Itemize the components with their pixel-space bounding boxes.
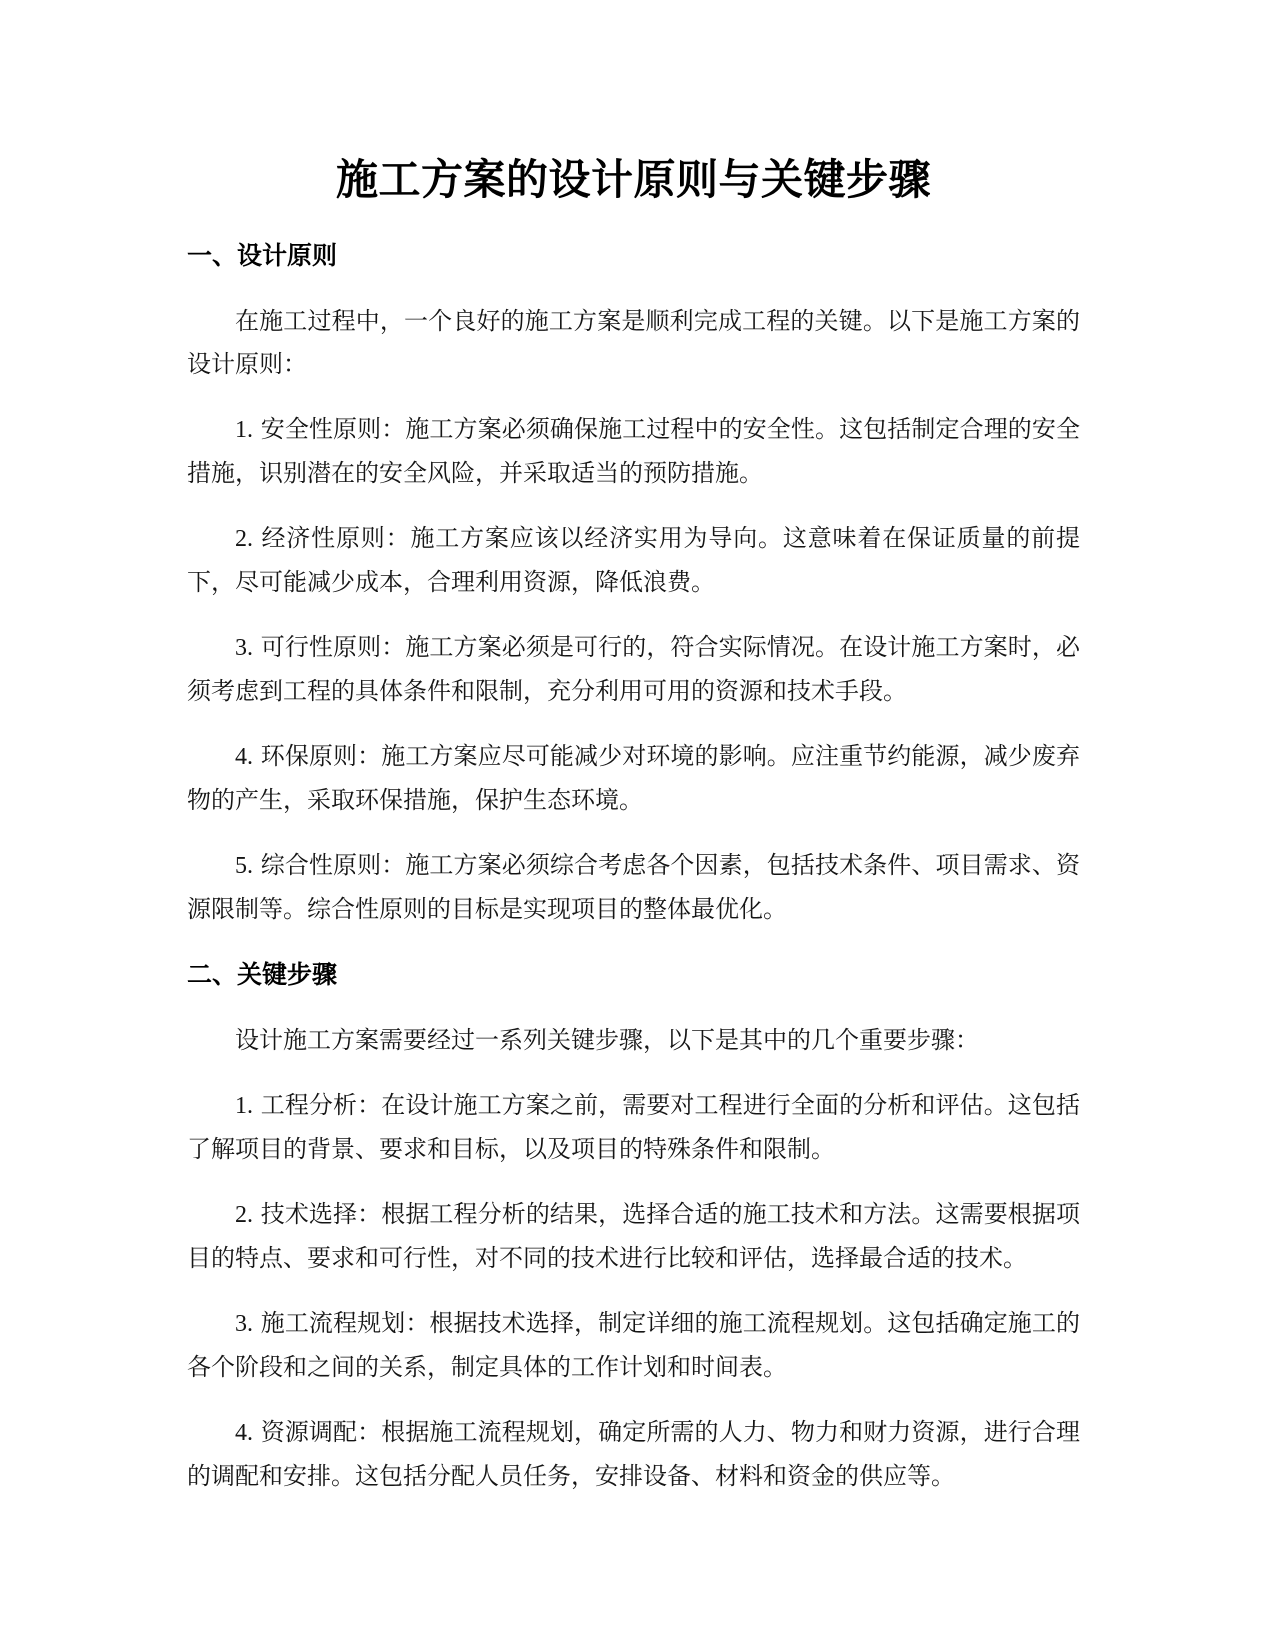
list-item <box>187 1084 1080 1171</box>
list-item-number: 2. <box>235 526 253 552</box>
list-item-text: 综合性原则：施工方案必须综合考虑各个因素，包括技术条件、项目需求、资源限制等。综合性原则的目标是实现项目的整体最优化。 <box>187 851 1080 923</box>
list-item-text: 资源调配：根据施工流程规划，确定所需的人力、物力和财力资源，进行合理的调配和安排。这包括分配人员任务，安排设备、材料和资金的供应等。 <box>187 1418 1080 1490</box>
list-item-number: 2. <box>235 1202 253 1228</box>
list-item-number: 5. <box>235 853 253 879</box>
list-item-text: 可行性原则：施工方案必须是可行的，符合实际情况。在设计施工方案时，必须考虑到工程的具体条件和限制，充分利用可用的资源和技术手段。 <box>187 633 1080 705</box>
list-item-text: 技术选择：根据工程分析的结果，选择合适的施工技术和方法。这需要根据项目的特点、要求和可行性，对不同的技术进行比较和评估，选择最合适的技术。 <box>187 1200 1080 1272</box>
list-item-number: 3. <box>235 635 253 661</box>
list-item-text: 经济性原则：施工方案应该以经济实用为导向。这意味着在保证质量的前提下，尽可能减少成本，合理利用资源，降低浪费。 <box>187 524 1080 596</box>
list-item-text: 施工流程规划：根据技术选择，制定详细的施工流程规划。这包括确定施工的各个阶段和之间的关系，制定具体的工作计划和时间表。 <box>187 1309 1080 1381</box>
list-item-number: 4. <box>235 744 253 770</box>
list-item <box>187 1411 1080 1498</box>
section-heading-design-principles: 一、设计原则 <box>187 241 338 270</box>
list-item-number: 1. <box>235 1093 253 1119</box>
list-item <box>187 1302 1080 1389</box>
list-item <box>187 844 1080 931</box>
list-item-text: 工程分析：在设计施工方案之前，需要对工程进行全面的分析和评估。这包括了解项目的背景、要求和目标，以及项目的特殊条件和限制。 <box>187 1091 1080 1163</box>
list-item <box>187 1193 1080 1280</box>
list-item <box>187 517 1080 604</box>
list-item <box>187 735 1080 822</box>
list-item <box>187 626 1080 713</box>
list-item-number: 1. <box>235 417 253 443</box>
list-item-number: 3. <box>235 1311 253 1337</box>
section-intro: 设计施工方案需要经过一系列关键步骤，以下是其中的几个重要步骤： <box>235 1026 979 1054</box>
list-item-text: 环保原则：施工方案应尽可能减少对环境的影响。应注重节约能源，减少废弃物的产生，采取环保措施，保护生态环境。 <box>187 742 1080 814</box>
page-title: 施工方案的设计原则与关键步骤 <box>335 155 931 204</box>
section-intro: 在施工过程中，一个良好的施工方案是顺利完成工程的关键。以下是施工方案的设计原则： <box>187 307 1080 378</box>
section-heading-key-steps: 二、关键步骤 <box>187 960 338 989</box>
list-item-text: 安全性原则：施工方案必须确保施工过程中的安全性。这包括制定合理的安全措施，识别潜在的安全风险，并采取适当的预防措施。 <box>187 415 1080 487</box>
list-item-number: 4. <box>235 1420 253 1446</box>
document-body <box>187 0 1080 1498</box>
list-item <box>187 408 1080 495</box>
